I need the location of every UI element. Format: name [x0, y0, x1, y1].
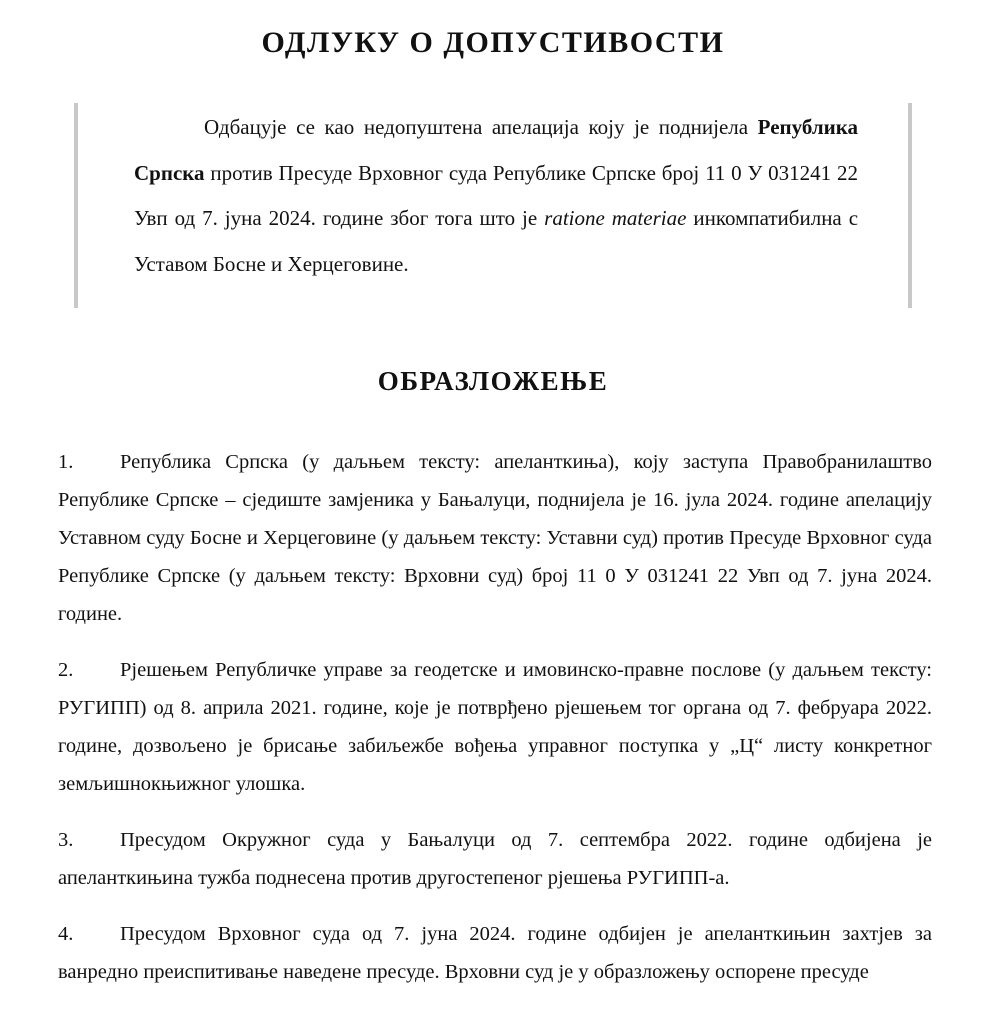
- decision-text: [134, 105, 858, 287]
- paragraph-text: Република Српска (у даљњем тексту: апеланткиња), коју заступа Правобранилаштво Републике Српске – сједиште замјеника у Бањалуци, поднијела је 16. јула 2024. године апелацију Уставном суду Босне и Херцеговине (у даљњем тексту: Уставни суд) против Пресуде Врховног суда Републике Српске (у даљњем тексту: Врховни суд) број 11 0 У 031241 22 Увп од 7. јуна 2024. године.: [58, 451, 932, 625]
- decision-block: [74, 103, 912, 308]
- quote-bar-left: [74, 103, 78, 308]
- quote-bar-right: [908, 103, 912, 308]
- paragraph: [58, 915, 932, 991]
- paragraph-number: 3.: [58, 829, 74, 851]
- paragraph-text: Пресудом Врховног суда од 7. јуна 2024. године одбијен је апеланткињин захтјев за ванредно преиспитивање наведене пресуде. Врховни суд је у образложењу оспорене пресуде: [58, 923, 932, 983]
- paragraph-number: 4.: [58, 923, 74, 945]
- paragraph-text: Рјешењем Републичке управе за геодетске и имовинско-правне послове (у даљњем тексту: РУГИПП) од 8. априла 2021. године, које је потврђено рјешењем тог органа од 7. фебруара 2022. године, дозвољено је брисање забиљежбе вођења управног поступка у „Ц“ листу конкретног земљишнокњижног улошка.: [58, 659, 932, 795]
- appellant-name: Република Српска: [134, 115, 858, 185]
- reasoning-title: ОБРАЗЛОЖЕЊЕ: [377, 366, 609, 396]
- paragraph-number: 2.: [58, 659, 74, 681]
- reasoning-paragraphs: [58, 443, 932, 1009]
- latin-term: ratione materiae: [544, 206, 687, 230]
- decision-text-part: инкомпатибилна с Уставом Босне и Херцеговине.: [134, 206, 859, 276]
- paragraph-text: Пресудом Окружног суда у Бањалуци од 7. септембра 2022. године одбијена је апеланткињина тужба поднесена против другостепеног рјешења РУГИПП-а.: [58, 829, 932, 889]
- paragraph: [58, 443, 932, 633]
- paragraph-number: 1.: [58, 451, 74, 473]
- decision-text-part: Одбацује се као недопуштена апелација коју је поднијела: [204, 115, 758, 139]
- decision-title: ОДЛУКУ О ДОПУСТИВОСТИ: [261, 26, 725, 59]
- paragraph: [58, 821, 932, 897]
- paragraph: [58, 651, 932, 803]
- decision-text-part: против Пресуде Врховног суда Републике Српске број 11 0 У 031241 22 Увп од 7. јуна 2024. године због тога што је: [134, 160, 858, 230]
